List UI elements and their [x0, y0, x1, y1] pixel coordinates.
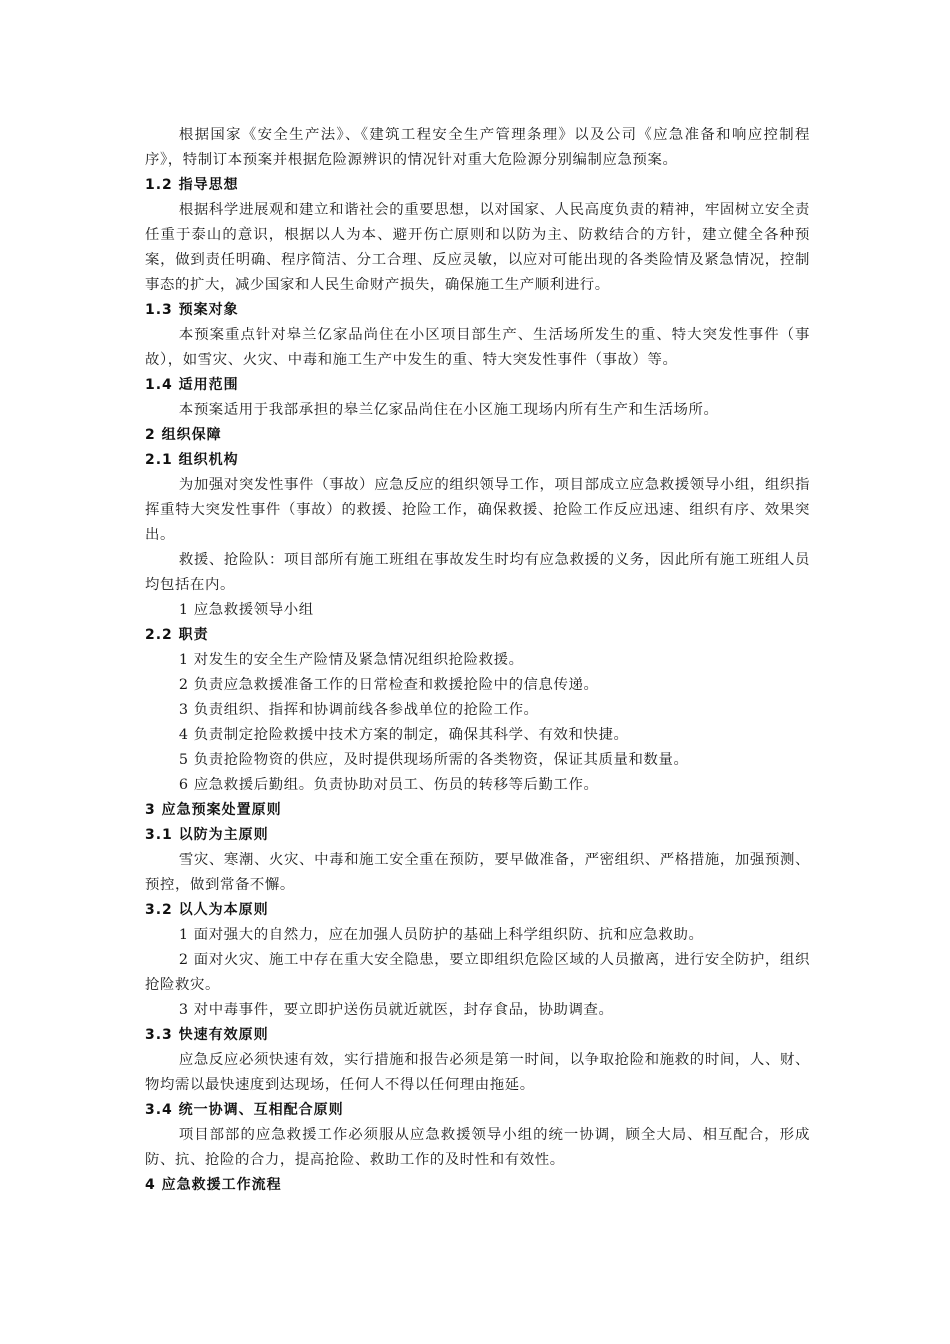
paragraph: 5 负责抢险物资的供应，及时提供现场所需的各类物资，保证其质量和数量。 — [178, 752, 689, 768]
section-heading: 3.3 快速有效原则 — [145, 1027, 269, 1043]
section-heading: 2 组织保障 — [145, 427, 222, 443]
section-heading: 3.4 统一协调、互相配合原则 — [145, 1102, 344, 1118]
paragraph: 项目部部的应急救援工作必须服从应急救援领导小组的统一协调，顾全大局、相互配合，形成防、抗、抢险的合力，提高抢险、救助工作的及时性和有效性。 — [145, 1127, 810, 1168]
paragraph: 2 面对火灾、施工中存在重大安全隐患，要立即组织危险区域的人员撤离，进行安全防护，组织抢险救灾。 — [145, 952, 810, 993]
paragraph: 救援、抢险队：项目部所有施工班组在事故发生时均有应急救援的义务，因此所有施工班组人员均包括在内。 — [145, 552, 810, 593]
paragraph: 1 面对强大的自然力，应在加强人员防护的基础上科学组织防、抗和应急救助。 — [178, 927, 704, 943]
paragraph: 4 负责制定抢险救援中技术方案的制定，确保其科学、有效和快捷。 — [178, 727, 629, 743]
paragraph: 应急反应必须快速有效，实行措施和报告必须是第一时间，以争取抢险和施救的时间，人、财、物均需以最快速度到达现场，任何人不得以任何理由拖延。 — [145, 1052, 810, 1093]
section-heading: 1.3 预案对象 — [145, 302, 239, 318]
paragraph: 6 应急救援后勤组。负责协助对员工、伤员的转移等后勤工作。 — [178, 777, 599, 793]
paragraph: 1 应急救援领导小组 — [178, 602, 314, 618]
document-body — [145, 123, 810, 1198]
paragraph: 1 对发生的安全生产险情及紧急情况组织抢险救援。 — [178, 652, 524, 668]
section-heading: 1.2 指导思想 — [145, 177, 239, 193]
section-heading: 1.4 适用范围 — [145, 377, 239, 393]
paragraph: 本预案适用于我部承担的皋兰亿家品尚住在小区施工现场内所有生产和生活场所。 — [178, 402, 719, 418]
paragraph: 根据国家《安全生产法》、《建筑工程安全生产管理条理》以及公司《应急准备和响应控制程序》，特制订本预案并根据危险源辨识的情况针对重大危险源分别编制应急预案。 — [145, 127, 810, 168]
paragraph: 3 对中毒事件，要立即护送伤员就近就医，封存食品，协助调查。 — [178, 1002, 614, 1018]
paragraph: 本预案重点针对皋兰亿家品尚住在小区项目部生产、生活场所发生的重、特大突发性事件（事故），如雪灾、火灾、中毒和施工生产中发生的重、特大突发性事件（事故）等。 — [145, 327, 810, 368]
section-heading: 3.1 以防为主原则 — [145, 827, 269, 843]
section-heading: 2.2 职责 — [145, 627, 209, 643]
paragraph: 雪灾、寒潮、火灾、中毒和施工安全重在预防，要早做准备，严密组织、严格措施，加强预测、预控，做到常备不懈。 — [145, 852, 810, 893]
paragraph: 根据科学进展观和建立和谐社会的重要思想，以对国家、人民高度负责的精神，牢固树立安全责任重于泰山的意识，根据以人为本、避开伤亡原则和以防为主、防救结合的方针，建立健全各种预案，做到责任明确、程序简洁、分工合理、反应灵敏，以应对可能出现的各类险情及紧急情况，控制事态的扩大，减少国家和人民生命财产损失，确保施工生产顺利进行。 — [145, 202, 810, 293]
section-heading: 2.1 组织机构 — [145, 452, 239, 468]
section-heading: 3 应急预案处置原则 — [145, 802, 282, 818]
paragraph: 为加强对突发性事件（事故）应急反应的组织领导工作，项目部成立应急救援领导小组，组织指挥重特大突发性事件（事故）的救援、抢险工作，确保救援、抢险工作反应迅速、组织有序、效果突出。 — [145, 477, 810, 543]
paragraph: 2 负责应急救援准备工作的日常检查和救援抢险中的信息传递。 — [178, 677, 599, 693]
paragraph: 3 负责组织、指挥和协调前线各参战单位的抢险工作。 — [178, 702, 539, 718]
section-heading: 4 应急救援工作流程 — [145, 1177, 282, 1193]
section-heading: 3.2 以人为本原则 — [145, 902, 269, 918]
